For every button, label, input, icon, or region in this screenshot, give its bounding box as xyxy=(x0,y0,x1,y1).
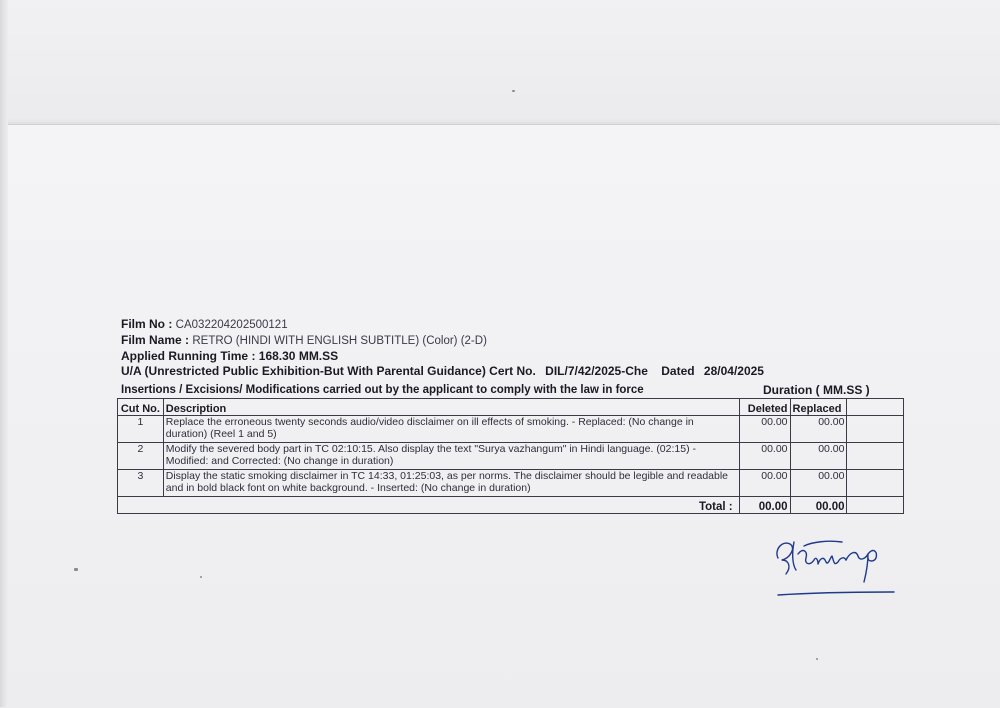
deleted-cell: 00.00 xyxy=(739,470,790,497)
cert-no-value: DIL/7/42/2025-Che xyxy=(545,364,648,378)
film-name-value: RETRO (HINDI WITH ENGLISH SUBTITLE) (Color) (2-D) xyxy=(192,335,487,347)
total-row xyxy=(118,497,904,514)
table-row xyxy=(118,443,904,470)
dated-label: Dated xyxy=(661,364,695,378)
replaced-cell: 00.00 xyxy=(790,416,847,443)
film-name-line xyxy=(121,333,487,347)
total-replaced: 00.00 xyxy=(790,497,847,514)
table-row xyxy=(118,416,904,443)
blank-cell xyxy=(847,497,904,514)
header-replaced: Replaced xyxy=(790,399,847,416)
paper-fold-top xyxy=(0,0,1000,128)
scan-speck xyxy=(200,576,202,578)
certificate-category: U/A (Unrestricted Public Exhibition-But With Parental Guidance) xyxy=(121,364,486,378)
scan-speck xyxy=(816,658,818,660)
table-row xyxy=(118,470,904,497)
cut-no-cell: 1 xyxy=(118,416,164,443)
total-label: Total : xyxy=(118,497,740,514)
scan-speck xyxy=(74,568,78,571)
header-cut-no: Cut No. xyxy=(118,399,164,416)
certificate-line xyxy=(121,364,764,378)
film-no-value: CA032204202500121 xyxy=(175,319,288,331)
replaced-cell: 00.00 xyxy=(790,443,847,470)
blank-cell xyxy=(847,443,904,470)
running-time-line xyxy=(121,349,338,363)
deleted-cell: 00.00 xyxy=(739,443,790,470)
header-description: Description xyxy=(163,399,739,416)
replaced-cell: 00.00 xyxy=(790,470,847,497)
cert-no-label: Cert No. xyxy=(489,364,536,378)
film-name-label: Film Name : xyxy=(121,333,190,347)
modifications-table xyxy=(117,398,904,514)
total-deleted: 00.00 xyxy=(739,497,790,514)
blank-cell xyxy=(847,416,904,443)
header-deleted: Deleted xyxy=(739,399,790,416)
film-no-label: Film No : xyxy=(121,317,173,331)
cut-no-cell: 3 xyxy=(118,470,164,497)
film-no-line xyxy=(121,317,288,331)
header-blank xyxy=(847,399,904,416)
insertions-heading: Insertions / Excisions/ Modifications carried out by the applicant to comply with the law in force xyxy=(121,384,644,396)
duration-heading: Duration ( MM.SS ) xyxy=(763,383,870,397)
cut-no-cell: 2 xyxy=(118,443,164,470)
blank-cell xyxy=(847,470,904,497)
scan-speck xyxy=(512,90,515,92)
description-cell: Display the static smoking disclaimer in TC 14:33, 01:25:03, as per norms. The disclaimer should be legible and readable and in bold black font on white background. - Inserted: (No change in duration) xyxy=(163,470,739,497)
paper-edge xyxy=(0,0,8,707)
signature xyxy=(768,530,898,600)
description-cell: Modify the severed body part in TC 02:10:15. Also display the text "Surya vazhangum" in Hindi language. (02:15) - Modified: and Corrected: (No change in duration) xyxy=(163,443,739,470)
table-header-row xyxy=(118,399,904,416)
running-time-label: Applied Running Time : xyxy=(121,349,256,363)
description-cell: Replace the erroneous twenty seconds audio/video disclaimer on ill effects of smoking. - Replaced: (No change in duration) (Reel 1 and 5) xyxy=(163,416,739,443)
running-time-value: 168.30 MM.SS xyxy=(258,349,339,363)
deleted-cell: 00.00 xyxy=(739,416,790,443)
cert-date: 28/04/2025 xyxy=(703,364,764,378)
